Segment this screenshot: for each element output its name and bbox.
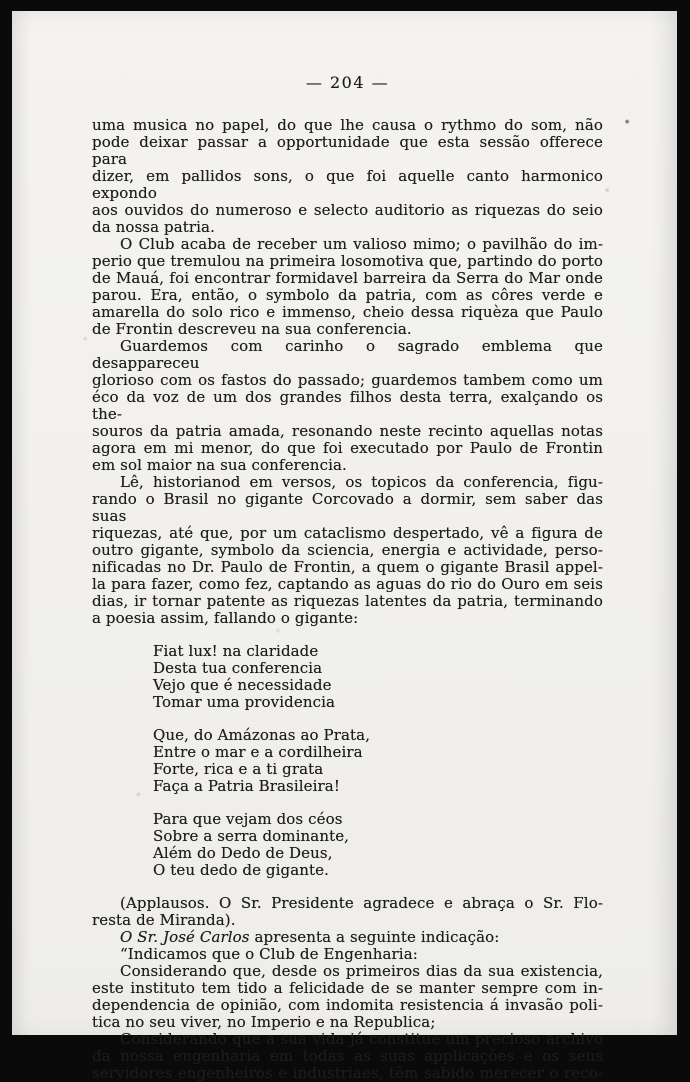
poem-line: Entre o mar e a cordilheira [153, 743, 363, 761]
text-line: perio que tremulou na primeira losomotiva que, partindo do porto [92, 252, 603, 270]
text-line: amarella do solo rico e immenso, cheio dessa riquèza que Paulo [92, 303, 603, 321]
poem-line: Que, do Amázonas ao Prata, [153, 726, 371, 744]
text-line: (Applausos. O Sr. Presidente agradece e abraça o Sr. Flo- [120, 894, 603, 912]
paragraph [92, 117, 603, 236]
speaker-name: O Sr. José Carlos [120, 928, 250, 946]
page-body [92, 11, 603, 1082]
text-line: Guardemos com carinho o sagrado emblema que desappareceu [92, 337, 603, 372]
text-line: da nossa engenharia em todas as suas applicações e os seus [92, 1047, 603, 1065]
text-line: de Frontin descreveu na sua conferencia. [92, 320, 412, 338]
poem-line: Sobre a serra dominante, [153, 827, 350, 845]
text-line: dependencia de opinião, com indomita resistencia á invasão poli- [92, 996, 603, 1014]
text-line: Considerando que, desde os primeiros dias da sua existencia, [120, 962, 603, 980]
text-line: aos ouvidos do numeroso e selecto auditorio as riquezas do seio [92, 201, 603, 219]
text-line: em sol maior na sua conferencia. [92, 456, 347, 474]
paragraph [92, 474, 603, 627]
text-line: Considerando que a sua vida já constitue um precioso archivo [120, 1030, 603, 1048]
paragraph [92, 929, 603, 946]
poem-line: Forte, rica e a ti grata [153, 760, 324, 778]
text-line: nificadas no Dr. Paulo de Frontin, a quem o gigante Brasil appel- [92, 558, 603, 576]
text-line: “Indicamos que o Club de Engenharia: [120, 945, 418, 963]
text-line: este instituto tem tido a felicidade de se manter sempre com in- [92, 979, 603, 997]
paragraph [92, 1031, 603, 1082]
paragraph [92, 895, 603, 929]
text-line: agora em mi menor, do que foi executado por Paulo de Frontin [92, 439, 603, 457]
text-segment: apresenta a seguinte indicação: [249, 928, 500, 946]
text-line: rando o Brasil no gigante Corcovado a dormir, sem saber das suas [92, 490, 603, 525]
text-line: dizer, em pallidos sons, o que foi aquelle canto harmonico expondo [92, 167, 603, 202]
text-line: éco da voz de um dos grandes filhos desta terra, exalçando os the- [92, 388, 603, 423]
text-line: uma musica no papel, do que lhe causa o rythmo do som, não [92, 116, 603, 134]
text-line: O Club acaba de receber um valioso mimo; o pavilhão do im- [120, 235, 603, 253]
text-line [92, 929, 603, 946]
poem-stanza [153, 643, 603, 711]
text-line: riquezas, até que, por um cataclismo despertado, vê a figura de [92, 524, 603, 542]
poem-line: Fiat lux! na claridade [153, 642, 319, 660]
poem-line: Tomar uma providencia [153, 693, 336, 711]
poem-stanza [153, 727, 603, 795]
text-line: servidores engenheiros e industriaes, têm sabido merecer o reco- [92, 1064, 603, 1082]
text-line: souros da patria amada, resonando neste recinto aquellas notas [92, 422, 603, 440]
text-line: resta de Miranda). [92, 911, 236, 929]
text-line: la para fazer, como fez, captando as aguas do rio do Ouro em seis [92, 575, 603, 593]
poem-line: Além do Dedo de Deus, [153, 844, 333, 862]
text-line: a poesia assim, fallando o gigante: [92, 609, 359, 627]
paragraph [92, 963, 603, 1031]
page-number: — 204 — [305, 73, 390, 92]
poem-line: Faça a Patria Brasileira! [153, 777, 340, 795]
poem-stanza [153, 811, 603, 879]
text-line: dias, ir tornar patente as riquezas latentes da patria, terminando [92, 592, 603, 610]
poem-line: O teu dedo de gigante. [153, 861, 330, 879]
text-line: parou. Era, então, o symbolo da patria, com as côres verde e [92, 286, 603, 304]
text-line: pode deixar passar a opportunidade que esta sessão offerece para [92, 133, 603, 168]
poem-line: Desta tua conferencia [153, 659, 323, 677]
text-line: outro gigante, symbolo da sciencia, energia e actividade, perso- [92, 541, 603, 559]
scanned-page [12, 11, 677, 1082]
paragraph [92, 338, 603, 474]
text-line: glorioso com os fastos do passado; guardemos tambem como um [92, 371, 603, 389]
poem-line: Vejo que é necessidade [153, 676, 332, 694]
text-blocks [92, 117, 603, 1082]
text-line: tica no seu viver, no Imperio e na Republica; [92, 1013, 436, 1031]
text-line: Lê, historianod em versos, os topicos da conferencia, figu- [120, 473, 603, 491]
text-line: da nossa patria. [92, 218, 215, 236]
text-line: de Mauá, foi encontrar formidavel barreira da Serra do Mar onde [92, 269, 603, 287]
paragraph [92, 946, 603, 963]
poem-line: Para que vejam dos céos [153, 810, 343, 828]
paragraph [92, 236, 603, 338]
